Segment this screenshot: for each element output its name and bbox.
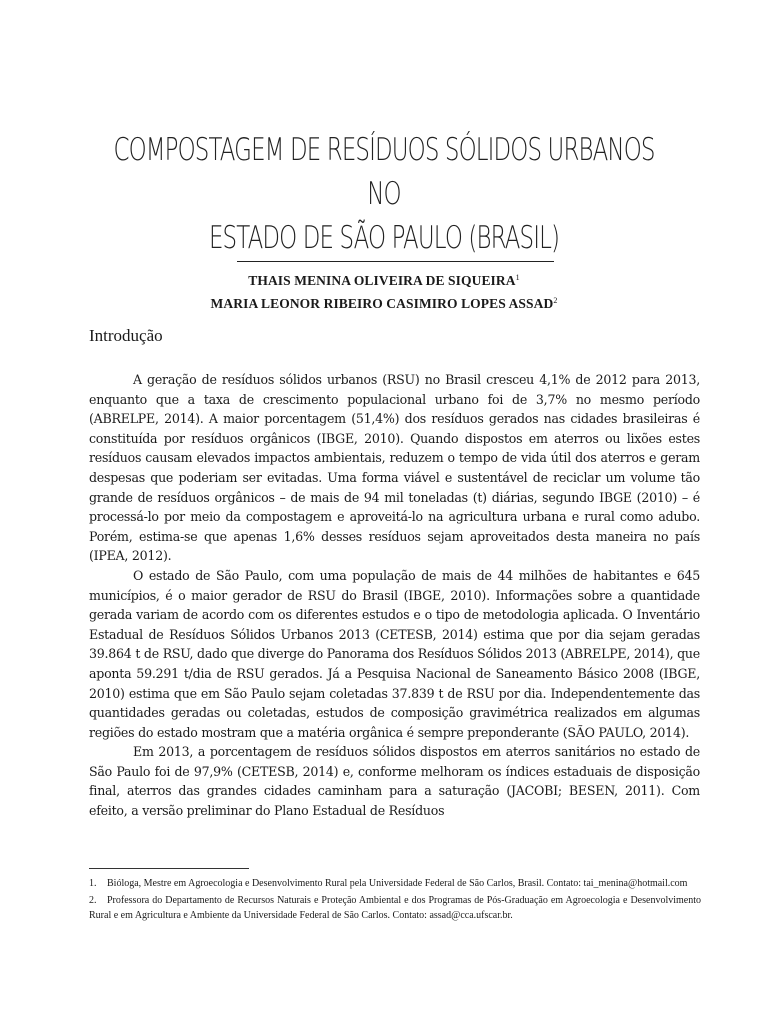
article-title-line-2: ESTADO DE SÃO PAULO (BRASIL) bbox=[208, 220, 560, 256]
author-2 bbox=[0, 291, 768, 314]
footnote-1-text: Bióloga, Mestre em Agroecologia e Desenvolvimento Rural pela Universidade Federal de São Carlos, Brasil. Contato: tai_menina@hotmail.com bbox=[107, 878, 688, 889]
footnote-2-text: Professora do Departamento de Recursos Naturais e Proteção Ambiental e dos Programas de Pós-Graduação em Agroecologia e Desenvolvimento Rural e em Agricultura e Ambiente da Universidade Federal de São Carlos. Contato: assad@cca.ufscar.br. bbox=[89, 894, 701, 921]
footnote-1-number: 1. bbox=[89, 878, 97, 889]
section-heading: Introdução bbox=[89, 326, 163, 345]
author-2-footnote-mark: 2 bbox=[553, 296, 558, 305]
paragraph-3: Em 2013, a porcentagem de resíduos sólidos dispostos em aterros sanitários no estado de São Paulo foi de 97,9% (CETESB, 2014) e, conforme melhoram os índices estaduais de disposição final, aterros das grandes cidades caminham para a saturação (JACOBI; BESEN, 2011). Com efeito, a versão preliminar do Plano Estadual de Resíduos bbox=[89, 744, 700, 819]
footnotes bbox=[89, 876, 701, 925]
body-text bbox=[89, 370, 700, 821]
author-1-footnote-mark: 1 bbox=[515, 273, 520, 282]
author-2-name: MARIA LEONOR RIBEIRO CASIMIRO LOPES ASSAD bbox=[210, 296, 554, 311]
footnote-2-number: 2. bbox=[89, 894, 97, 906]
footnote-1 bbox=[89, 876, 701, 892]
paragraph-1: A geração de resíduos sólidos urbanos (RSU) no Brasil cresceu 4,1% de 2012 para 2013, enquanto que a taxa de crescimento populacional urbano foi de 3,7% no mesmo período (ABRELPE, 2014). A maior porcentagem (51,4%) dos resíduos gerados nas cidades brasileiras é constituída por resíduos orgânicos (IBGE, 2010). Quando dispostos em aterros ou lixões estes resíduos causam elevados impactos ambientais, reduzem o tempo de vida útil dos aterros e geram despesas que poderiam ser evitadas. Uma forma viável e sustentável de reciclar um volume tão grande de resíduos orgânicos – de mais de 94 mil toneladas (t) diárias, segundo IBGE (2010) – é processá-lo por meio da compostagem e aproveitá-lo na agricultura urbana e rural como adubo. Porém, estima-se que apenas 1,6% desses resíduos sejam aproveitados desta maneira no país (IPEA, 2012). bbox=[89, 372, 700, 564]
author-list bbox=[0, 268, 768, 314]
author-1-name: THAIS MENINA OLIVEIRA DE SIQUEIRA bbox=[248, 273, 516, 288]
article-title-line-1: COMPOSTAGEM DE RESÍDUOS SÓLIDOS URBANOS NO bbox=[113, 132, 655, 212]
footnote-2 bbox=[89, 893, 701, 924]
footnote-divider bbox=[89, 868, 249, 869]
paragraph-2: O estado de São Paulo, com uma população de mais de 44 milhões de habitantes e 645 municípios, é o maior gerador de RSU do Brasil (IBGE, 2010). Informações sobre a quantidade gerada variam de acordo com os diferentes estudos e o tipo de metodologia aplicada. O Inventário Estadual de Resíduos Sólidos Urbanos 2013 (CETESB, 2014) estima que por dia sejam geradas 39.864 t de RSU, dado que diverge do Panorama dos Resíduos Sólidos 2013 (ABRELPE, 2014), que aponta 59.291 t/dia de RSU gerados. Já a Pesquisa Nacional de Saneamento Básico 2008 (IBGE, 2010) estima que em São Paulo sejam coletadas 37.839 t de RSU por dia. Independentemente das quantidades geradas ou coletadas, estudos de composição gravimétrica realizados em algumas regiões do estado mostram que a matéria orgânica é sempre preponderante (SÃO PAULO, 2014). bbox=[89, 567, 700, 740]
title-divider bbox=[237, 261, 554, 262]
author-1 bbox=[0, 268, 768, 291]
article-title bbox=[100, 128, 668, 260]
